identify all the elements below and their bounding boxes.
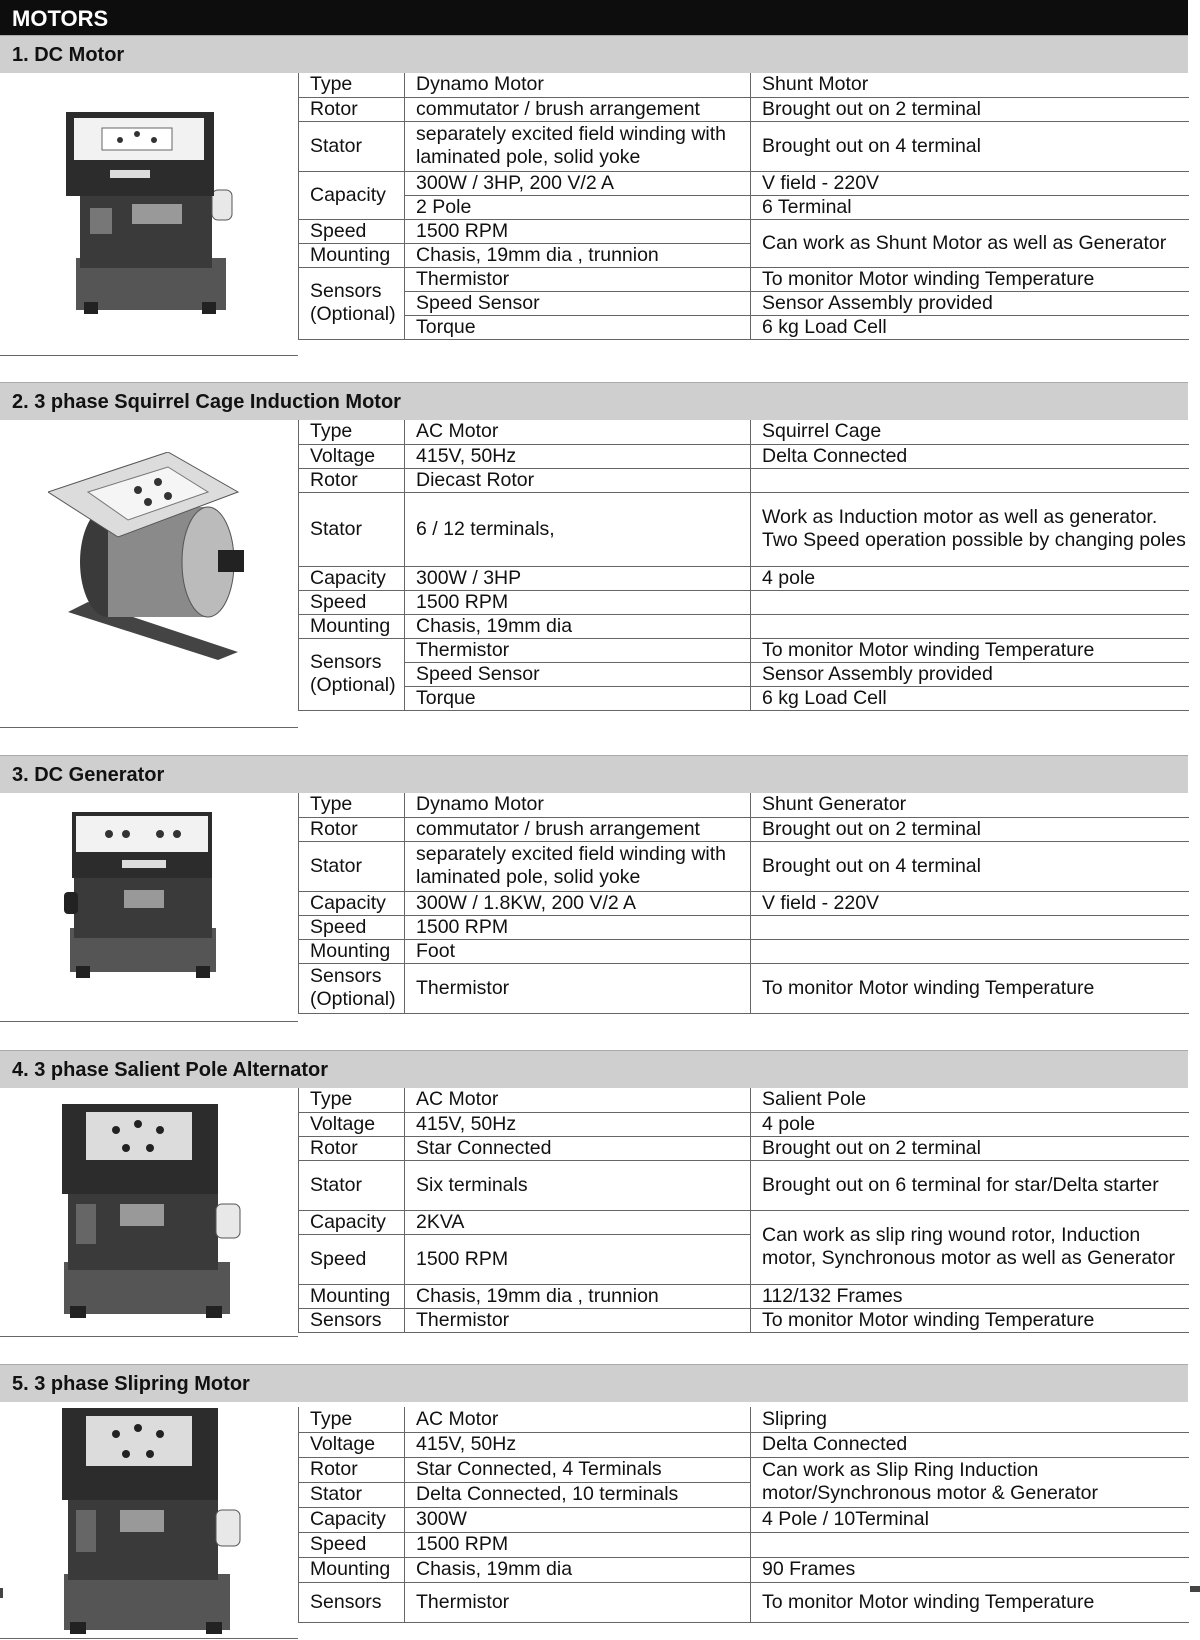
table-cell: Stator: [299, 1482, 405, 1507]
table-cell: Can work as slip ring wound rotor, Induction motor, Synchronous motor as well as Generator: [751, 1210, 1189, 1284]
table-cell: Brought out on 4 terminal: [751, 121, 1189, 171]
table-cell: Speed: [299, 219, 405, 243]
table-cell: Rotor: [299, 97, 405, 121]
table-cell: 415V, 50Hz: [405, 1432, 751, 1457]
table-cell: Type: [299, 1407, 405, 1432]
table-cell: Brought out on 6 terminal for star/Delta starter: [751, 1160, 1189, 1210]
table-cell: Sensor Assembly provided: [751, 291, 1189, 315]
slipring-image-label: Slipring motor unit: [58, 1404, 67, 1405]
squirrel-cage-motor-image: [48, 452, 248, 662]
page-edge-mark: [0, 1588, 3, 1598]
dc-motor-image-label: DC Motor unit: [64, 108, 71, 109]
table-cell: Capacity: [299, 171, 405, 219]
table-row: [299, 614, 1189, 638]
table-row: [299, 1507, 1189, 1532]
table-cell: Chasis, 19mm dia , trunnion: [405, 243, 751, 267]
table-cell: Capacity: [299, 1210, 405, 1234]
table-cell: 2 Pole: [405, 195, 751, 219]
table-row: [299, 1308, 1189, 1332]
table-cell: Speed: [299, 1532, 405, 1557]
table-cell: 2KVA: [405, 1210, 751, 1234]
table-row: [299, 590, 1189, 614]
section-divider: [0, 1336, 298, 1337]
table-cell: Shunt Generator: [751, 793, 1189, 817]
table-cell: Delta Connected, 10 terminals: [405, 1482, 751, 1507]
table-cell: Sensors: [299, 1308, 405, 1332]
table-cell: 1500 RPM: [405, 1234, 751, 1284]
table-cell: Speed: [299, 915, 405, 939]
dc-motor-image: [62, 108, 234, 318]
table-cell: Mounting: [299, 614, 405, 638]
table-cell: separately excited field winding with laminated pole, solid yoke: [405, 841, 751, 891]
table-cell: Speed: [299, 1234, 405, 1284]
slipring-motor-image: [56, 1404, 242, 1636]
table-cell: 1500 RPM: [405, 915, 751, 939]
table-cell: Speed Sensor: [405, 291, 751, 315]
section-divider: [0, 355, 298, 356]
table-cell: Mounting: [299, 1284, 405, 1308]
table-cell: Sensor Assembly provided: [751, 662, 1189, 686]
table-row: [299, 963, 1189, 1013]
table-row: [299, 291, 1189, 315]
table-cell: Stator: [299, 1160, 405, 1210]
table-cell: 6 Terminal: [751, 195, 1189, 219]
table-cell: Delta Connected: [751, 1432, 1189, 1457]
table-cell: Thermistor: [405, 1308, 751, 1332]
table-cell: Rotor: [299, 817, 405, 841]
table-cell: [751, 939, 1189, 963]
table-cell: Type: [299, 793, 405, 817]
table-cell: 1500 RPM: [405, 590, 751, 614]
table-cell: 300W: [405, 1507, 751, 1532]
section-heading-slipring: 5. 3 phase Slipring Motor: [0, 1364, 1188, 1402]
table-row: [299, 1112, 1189, 1136]
table-cell: Brought out on 2 terminal: [751, 1136, 1189, 1160]
table-row: [299, 1210, 1189, 1234]
dc-generator-image-label: DC generator unit: [66, 808, 74, 809]
table-cell: Rotor: [299, 468, 405, 492]
dc-generator-spec-table: [298, 793, 1189, 1014]
table-row: [299, 444, 1189, 468]
table-cell: 415V, 50Hz: [405, 1112, 751, 1136]
table-row: [299, 1136, 1189, 1160]
table-cell: Mounting: [299, 243, 405, 267]
table-row: [299, 817, 1189, 841]
table-cell: 300W / 3HP, 200 V/2 A: [405, 171, 751, 195]
section-heading-dc-generator: 3. DC Generator: [0, 755, 1188, 793]
table-row: [299, 841, 1189, 891]
table-cell: To monitor Motor winding Temperature: [751, 267, 1189, 291]
table-row: [299, 1088, 1189, 1112]
table-cell: 6 / 12 terminals,: [405, 492, 751, 566]
table-cell: 4 pole: [751, 566, 1189, 590]
section-heading-squirrel-cage: 2. 3 phase Squirrel Cage Induction Motor: [0, 382, 1188, 420]
table-cell: Type: [299, 1088, 405, 1112]
table-cell: 4 pole: [751, 1112, 1189, 1136]
table-cell: Stator: [299, 841, 405, 891]
table-row: [299, 1407, 1189, 1432]
table-row: [299, 121, 1189, 171]
table-cell: AC Motor: [405, 420, 751, 444]
table-cell: Capacity: [299, 891, 405, 915]
table-row: [299, 420, 1189, 444]
table-cell: V field - 220V: [751, 171, 1189, 195]
table-cell: V field - 220V: [751, 891, 1189, 915]
table-cell: Dynamo Motor: [405, 73, 751, 97]
table-cell: Voltage: [299, 1432, 405, 1457]
table-row: [299, 267, 1189, 291]
table-cell: 112/132 Frames: [751, 1284, 1189, 1308]
table-cell: Capacity: [299, 1507, 405, 1532]
table-cell: Foot: [405, 939, 751, 963]
table-cell: AC Motor: [405, 1407, 751, 1432]
table-row: [299, 1532, 1189, 1557]
table-cell: Thermistor: [405, 963, 751, 1013]
table-row: [299, 195, 1189, 219]
table-cell: Brought out on 2 terminal: [751, 817, 1189, 841]
table-row: [299, 315, 1189, 339]
table-row: [299, 468, 1189, 492]
table-cell: Capacity: [299, 566, 405, 590]
salient-pole-image-label: Salient pole alternator unit: [58, 1100, 70, 1101]
table-row: [299, 219, 1189, 243]
table-row: [299, 662, 1189, 686]
table-row: [299, 566, 1189, 590]
table-cell: To monitor Motor winding Temperature: [751, 963, 1189, 1013]
table-row: [299, 891, 1189, 915]
slipring-spec-table: [298, 1407, 1189, 1623]
section-heading-salient-pole: 4. 3 phase Salient Pole Alternator: [0, 1050, 1188, 1088]
table-cell: Can work as Shunt Motor as well as Generator: [751, 219, 1189, 267]
table-cell: AC Motor: [405, 1088, 751, 1112]
table-cell: Thermistor: [405, 638, 751, 662]
table-cell: Type: [299, 420, 405, 444]
table-cell: To monitor Motor winding Temperature: [751, 1308, 1189, 1332]
table-cell: Star Connected, 4 Terminals: [405, 1457, 751, 1482]
table-cell: Thermistor: [405, 267, 751, 291]
table-row: [299, 915, 1189, 939]
dc-generator-image: [64, 808, 224, 984]
table-cell: Torque: [405, 686, 751, 710]
table-cell: Sensors (Optional): [299, 638, 405, 710]
table-cell: Shunt Motor: [751, 73, 1189, 97]
table-cell: Speed: [299, 590, 405, 614]
table-row: [299, 1557, 1189, 1582]
dc-motor-spec-table: [298, 73, 1189, 340]
table-cell: 6 kg Load Cell: [751, 315, 1189, 339]
table-cell: 1500 RPM: [405, 219, 751, 243]
table-cell: 415V, 50Hz: [405, 444, 751, 468]
table-cell: Stator: [299, 121, 405, 171]
table-cell: [751, 468, 1189, 492]
table-cell: 300W / 3HP: [405, 566, 751, 590]
squirrel-cage-spec-table: [298, 420, 1189, 711]
table-cell: Salient Pole: [751, 1088, 1189, 1112]
table-cell: Thermistor: [405, 1582, 751, 1622]
table-cell: Work as Induction motor as well as generator. Two Speed operation possible by changing poles: [751, 492, 1189, 566]
table-row: [299, 492, 1189, 566]
table-cell: commutator / brush arrangement: [405, 817, 751, 841]
table-cell: 4 Pole / 10Terminal: [751, 1507, 1189, 1532]
table-row: [299, 638, 1189, 662]
table-cell: [751, 1532, 1189, 1557]
table-row: [299, 1432, 1189, 1457]
table-cell: 6 kg Load Cell: [751, 686, 1189, 710]
table-row: [299, 73, 1189, 97]
table-cell: Rotor: [299, 1457, 405, 1482]
table-row: [299, 1160, 1189, 1210]
page-title: MOTORS: [0, 0, 1188, 35]
table-row: [299, 171, 1189, 195]
table-row: [299, 97, 1189, 121]
table-cell: Sensors (Optional): [299, 267, 405, 339]
page-edge-mark: [1190, 1586, 1200, 1592]
table-row: [299, 1457, 1189, 1482]
table-cell: Sensors: [299, 1582, 405, 1622]
table-cell: Voltage: [299, 444, 405, 468]
section-divider: [0, 1638, 298, 1639]
table-cell: Squirrel Cage: [751, 420, 1189, 444]
table-cell: Diecast Rotor: [405, 468, 751, 492]
salient-pole-spec-table: [298, 1088, 1189, 1333]
table-cell: separately excited field winding with laminated pole, solid yoke: [405, 121, 751, 171]
table-cell: Chasis, 19mm dia , trunnion: [405, 1284, 751, 1308]
table-cell: To monitor Motor winding Temperature: [751, 638, 1189, 662]
table-cell: Chasis, 19mm dia: [405, 1557, 751, 1582]
table-row: [299, 793, 1189, 817]
table-cell: Sensors (Optional): [299, 963, 405, 1013]
table-row: [299, 939, 1189, 963]
table-cell: 1500 RPM: [405, 1532, 751, 1557]
table-cell: commutator / brush arrangement: [405, 97, 751, 121]
table-row: [299, 686, 1189, 710]
section-heading-dc-motor: 1. DC Motor: [0, 35, 1188, 73]
table-cell: Dynamo Motor: [405, 793, 751, 817]
table-cell: Delta Connected: [751, 444, 1189, 468]
table-row: [299, 1582, 1189, 1622]
table-cell: Rotor: [299, 1136, 405, 1160]
table-cell: Torque: [405, 315, 751, 339]
table-cell: Star Connected: [405, 1136, 751, 1160]
table-cell: Voltage: [299, 1112, 405, 1136]
table-cell: Type: [299, 73, 405, 97]
table-cell: [751, 915, 1189, 939]
table-cell: 300W / 1.8KW, 200 V/2 A: [405, 891, 751, 915]
table-cell: Speed Sensor: [405, 662, 751, 686]
table-cell: To monitor Motor winding Temperature: [751, 1582, 1189, 1622]
squirrel-cage-image-label: Squirrel cage induction motor unit: [50, 452, 65, 453]
table-cell: [751, 590, 1189, 614]
table-cell: Mounting: [299, 1557, 405, 1582]
table-cell: 90 Frames: [751, 1557, 1189, 1582]
table-cell: Chasis, 19mm dia: [405, 614, 751, 638]
table-cell: Mounting: [299, 939, 405, 963]
section-divider: [0, 727, 298, 728]
table-cell: Brought out on 4 terminal: [751, 841, 1189, 891]
table-cell: [751, 614, 1189, 638]
table-cell: Brought out on 2 terminal: [751, 97, 1189, 121]
table-cell: Stator: [299, 492, 405, 566]
salient-pole-alternator-image: [56, 1100, 242, 1322]
table-cell: Slipring: [751, 1407, 1189, 1432]
table-cell: Can work as Slip Ring Induction motor/Synchronous motor & Generator: [751, 1457, 1189, 1507]
section-divider: [0, 1021, 298, 1022]
table-row: [299, 1284, 1189, 1308]
table-cell: Six terminals: [405, 1160, 751, 1210]
